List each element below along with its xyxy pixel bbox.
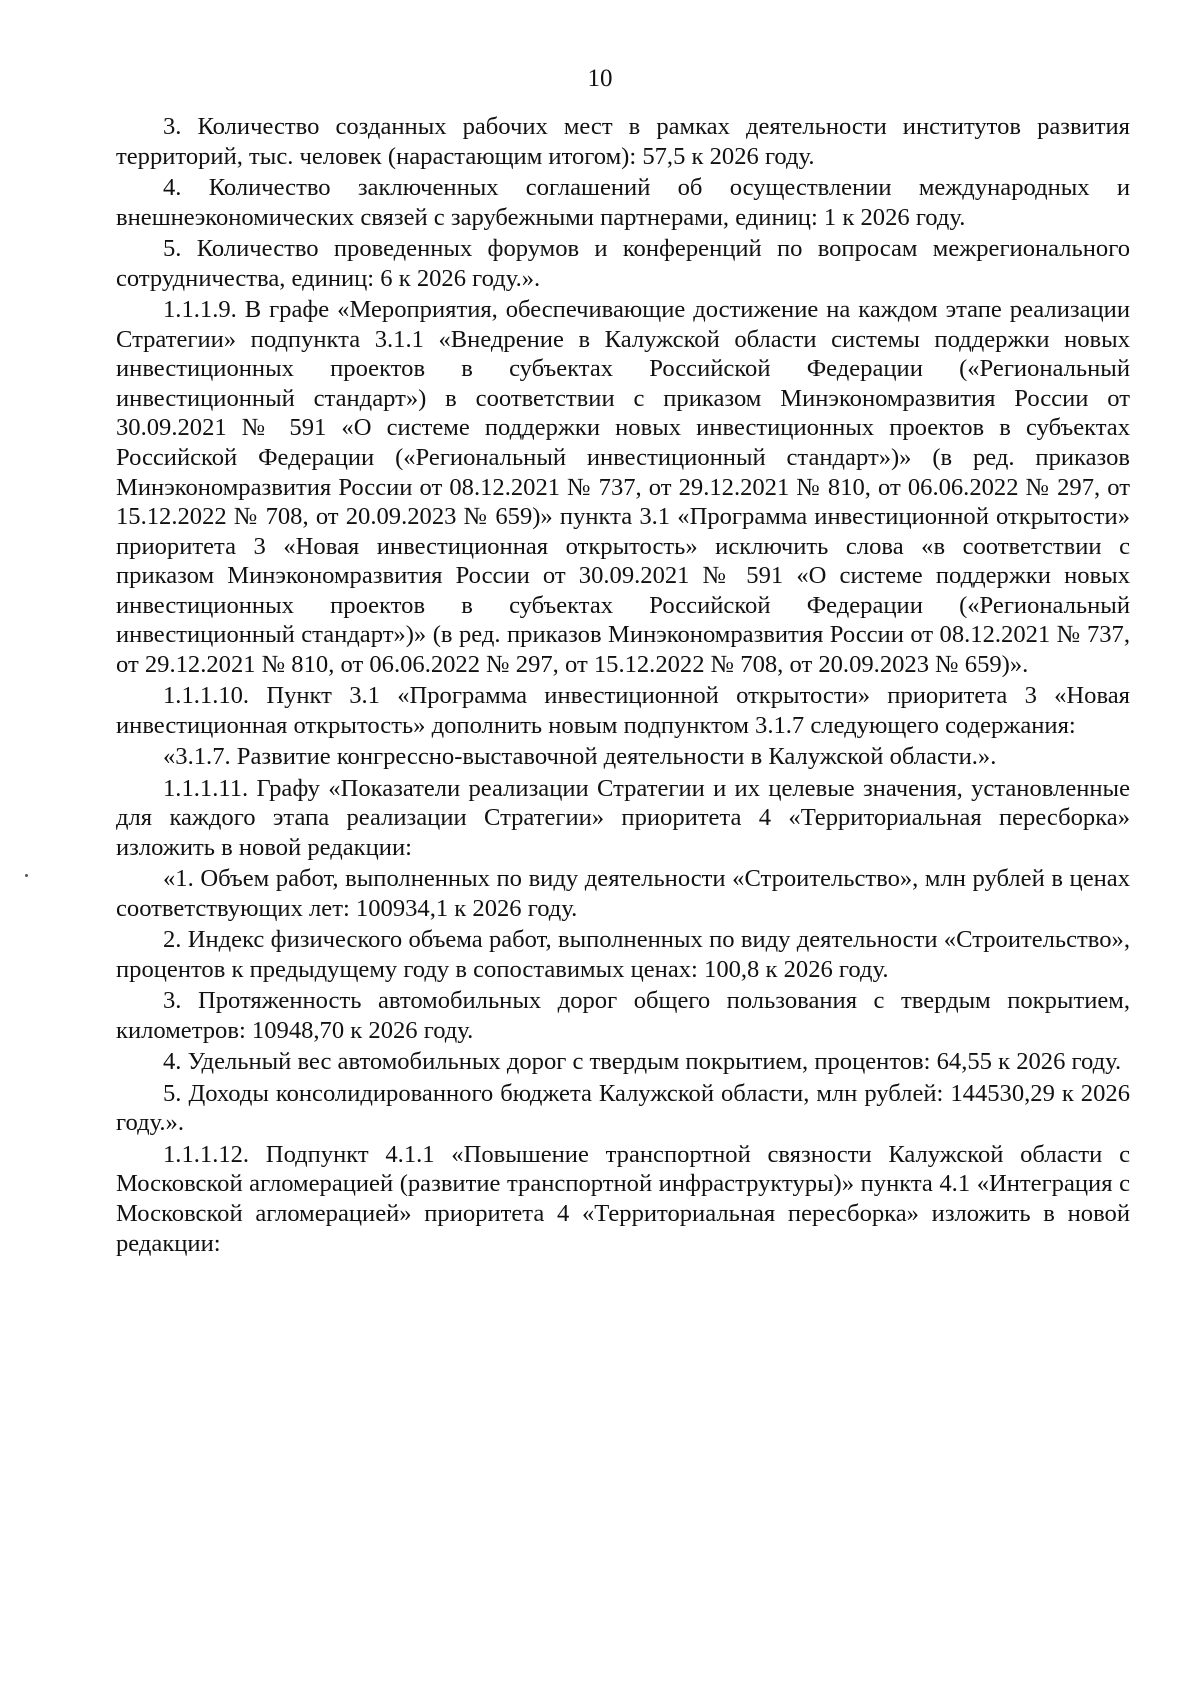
paragraph-3-1-7: «3.1.7. Развитие конгрессно-выставочной деятельности в Калужской области.».	[163, 743, 997, 771]
paragraph-target-4: 4. Удельный вес автомобильных дорог с твердым покрытием, процентов: 64,55 к 2026 году.	[163, 1048, 1122, 1076]
paragraph-target-3: 3. Протяженность автомобильных дорог общего пользования с твердым покрытием, километров: 10948,70 к 2026 году.	[116, 987, 1130, 1044]
document-body	[116, 112, 1130, 1260]
paragraph-target-1: «1. Объем работ, выполненных по виду деятельности «Строительство», млн рублей в ценах соответствующих лет: 100934,1 к 2026 году.	[116, 865, 1130, 923]
page-number: 10	[587, 65, 613, 92]
paragraph-target-5: 5. Доходы консолидированного бюджета Калужской области, млн рублей: 144530,29 к 2026 году.».	[116, 1079, 1130, 1137]
paragraph-indicator-4: 4. Количество заключенных соглашений об осуществлении международных и внешнеэкономических связей с зарубежными партнерами, единиц: 1 к 2026 году.	[116, 173, 1130, 231]
paragraph-target-2: 2. Индекс физического объема работ, выполненных по виду деятельности «Строительство», процентов к предыдущему году в сопоставимых ценах: 100,8 к 2026 году.	[116, 926, 1130, 983]
paragraph-indicator-5: 5. Количество проведенных форумов и конференций по вопросам межрегионального сотрудничества, единиц: 6 к 2026 году.».	[116, 234, 1130, 292]
paragraph-indicator-3: 3. Количество созданных рабочих мест в рамках деятельности институтов развития территорий, тыс. человек (нарастающим итогом): 57,5 к 2026 году.	[116, 113, 1130, 170]
paragraph-1-1-1-9: 1.1.1.9. В графе «Мероприятия, обеспечивающие достижение на каждом этапе реализации Стратегии» подпункта 3.1.1 «Внедрение в Калужской области системы поддержки новых инвестиционных проектов в субъектах Российской Федерации («Региональный инвестиционный стандарт») в соответствии с приказом Минэкономразвития России от 30.09.2021 № 591 «О системе поддержки новых инвестиционных проектов в субъектах Российской Федерации («Региональный инвестиционный стандарт»)» (в ред. приказов Минэкономразвития России от 08.12.2021 № 737, от 29.12.2021 № 810, от 06.06.2022 № 297, от 15.12.2022 № 708, от 20.09.2023 № 659)» пункта 3.1 «Программа инвестиционной открытости» приоритета 3 «Новая инвестиционная открытость» исключить слова «в соответствии с приказом Минэкономразвития России от 30.09.2021 № 591 «О системе поддержки новых инвестиционных проектов в субъектах Российской Федерации («Региональный инвестиционный стандарт»)» (в ред. приказов Минэкономразвития России от 08.12.2021 № 737, от 29.12.2021 № 810, от 06.06.2022 № 297, от 15.12.2022 № 708, от 20.09.2023 № 659)».	[116, 295, 1130, 679]
paragraph-1-1-1-10: 1.1.1.10. Пункт 3.1 «Программа инвестиционной открытости» приоритета 3 «Новая инвестиционная открытость» дополнить новым подпунктом 3.1.7 следующего содержания:	[116, 682, 1130, 740]
scan-artifact-dot	[25, 874, 28, 877]
paragraph-1-1-1-11: 1.1.1.11. Графу «Показатели реализации Стратегии и их целевые значения, установленные для каждого этапа реализации Стратегии» приоритета 4 «Территориальная пересборка» изложить в новой редакции:	[116, 774, 1130, 862]
paragraph-1-1-1-12: 1.1.1.12. Подпункт 4.1.1 «Повышение транспортной связности Калужской области с Московской агломерацией (развитие транспортной инфраструктуры)» пункта 4.1 «Интеграция с Московской агломерацией» приоритета 4 «Территориальная пересборка» изложить в новой редакции:	[116, 1140, 1130, 1257]
